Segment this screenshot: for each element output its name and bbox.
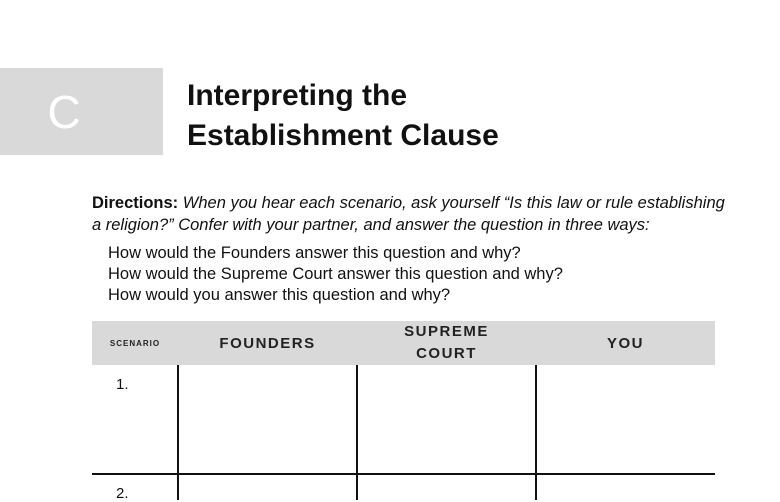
row-divider (92, 473, 715, 475)
row-number-1: 1. (116, 376, 129, 393)
directions-body: When you hear each scenario, ask yourself “Is this law or rule establishing a religion?” Confer with your partner, and answer the question in three ways: (92, 194, 725, 234)
header-scenario: SCENARIO (109, 338, 161, 348)
header-supreme-court: SUPREME COURT (404, 323, 489, 362)
column-divider-founders (177, 365, 179, 500)
directions (92, 192, 732, 236)
question-supreme-court: How would the Supreme Court answer this question and why? (108, 265, 563, 283)
question-you: How would you answer this question and why? (108, 286, 451, 304)
page-title (187, 76, 499, 156)
title-line-2: Establishment Clause (187, 119, 499, 152)
row-number-2: 2. (116, 485, 129, 502)
column-divider-you (535, 365, 537, 500)
question-list (108, 243, 563, 306)
header-you: YOU (606, 334, 644, 352)
question-founders: How would the Founders answer this question and why? (108, 244, 521, 262)
section-letter: C (47, 85, 81, 138)
title-line-1: Interpreting the (187, 79, 408, 112)
directions-lead: Directions: (92, 194, 179, 212)
header-founders: FOUNDERS (219, 334, 316, 352)
column-divider-court (356, 365, 358, 500)
